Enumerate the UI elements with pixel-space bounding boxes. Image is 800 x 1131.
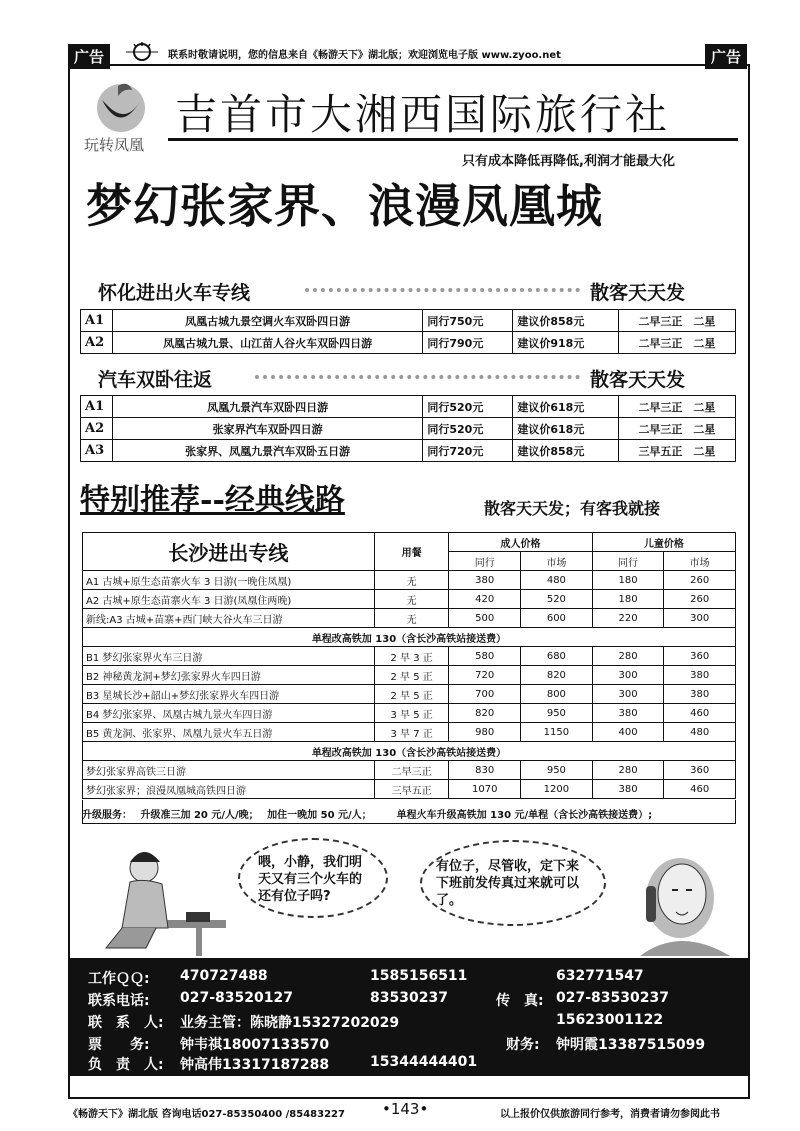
dialog-right-text: 有位子，尽管收，定下来下班前发传真过来就可以了。 (436, 859, 580, 908)
table-row (83, 609, 736, 628)
child-market-price: 260 (664, 590, 736, 609)
footer-right: 以上报价仅供旅游同行参考，消费者请勿参阅此书 (500, 1109, 720, 1120)
bus-section-title: 汽车双卧往返 (98, 369, 213, 391)
route-name: B2 神秘黄龙洞+梦幻张家界火车四日游 (83, 666, 375, 685)
fax-label: 传 真: (496, 993, 544, 1009)
child-peer-price: 380 (592, 704, 664, 723)
contact-person-phone: 15623001122 (556, 1012, 664, 1028)
page-number: •143• (382, 1100, 429, 1118)
route-name: B3 星城长沙+韶山+梦幻张家界火车四日游 (83, 685, 375, 704)
route-name: 张家界、凤凰九景汽车双卧五日游 (112, 440, 423, 462)
child-market-price: 300 (664, 609, 736, 628)
qq-3: 632771547 (556, 968, 644, 984)
peer-price: 同行750元 (423, 310, 513, 332)
dotted-leader (305, 288, 580, 292)
table-row (83, 666, 736, 685)
table-row (83, 590, 736, 609)
child-peer-price: 180 (592, 571, 664, 590)
footer-left: 《畅游天下》湖北版 咨询电话027-85350400 /85483227 (68, 1109, 345, 1120)
table-row (83, 647, 736, 666)
child-peer-price: 380 (592, 780, 664, 799)
route-code: A1 (81, 396, 113, 418)
adult-peer-price: 1070 (449, 780, 521, 799)
note-row (83, 742, 736, 761)
dotted-leader (255, 375, 580, 379)
contact-person-label: 联 系 人: (88, 1015, 164, 1031)
route-name: B4 梦幻张家界、凤凰古城九景火车四日游 (83, 704, 375, 723)
table-row (81, 310, 736, 332)
ticketing-label: 票 务: (88, 1037, 150, 1053)
peer-price: 同行790元 (423, 332, 513, 354)
meal-plan: 2 早 3 正 (374, 647, 449, 666)
fax-number: 027-83530237 (556, 990, 669, 1006)
child-market-price: 260 (664, 571, 736, 590)
child-market-header: 市场 (664, 552, 736, 571)
adult-market-price: 800 (521, 685, 593, 704)
child-market-price: 480 (664, 723, 736, 742)
finance-contact: 钟明霞13387515099 (556, 1037, 706, 1053)
table-row (81, 440, 736, 462)
source-notice: 联系时敬请说明，您的信息来自《畅游天下》湖北版；欢迎浏览电子版 www.zyoo.net (168, 50, 561, 61)
peer-price: 同行520元 (423, 418, 513, 440)
speech-bubble-right (420, 840, 606, 926)
meal-schedule: 二早三正 二星 (618, 310, 735, 332)
adult-market-price: 820 (521, 666, 593, 685)
phone-2: 83530237 (370, 990, 448, 1006)
phoenix-logo-icon (88, 78, 154, 138)
ad-label-left: 广告 (68, 44, 110, 69)
peer-price: 同行520元 (423, 396, 513, 418)
woman-on-phone-right-illustration (620, 846, 740, 956)
adult-market-price: 480 (521, 571, 593, 590)
route-name: 凤凰古城九景、山江苗人谷火车双卧四日游 (112, 332, 423, 354)
qq-label: 工作ＱＱ: (88, 971, 150, 987)
slogan: 只有成本降低再降低,利润才能最大化 (462, 154, 675, 169)
logo-caption: 玩转凤凰 (84, 136, 145, 154)
train-section-tag: 散客天天发 (590, 282, 686, 304)
bus-route-table (80, 395, 736, 462)
note-row (83, 628, 736, 647)
qq-1: 470727488 (180, 968, 268, 984)
meal-plan: 无 (374, 571, 449, 590)
meal-plan: 二早三正 (374, 761, 449, 780)
changsha-price-table (82, 532, 736, 799)
child-market-price: 360 (664, 761, 736, 780)
adult-peer-price: 700 (449, 685, 521, 704)
meal-plan: 无 (374, 609, 449, 628)
adult-market-price: 1150 (521, 723, 593, 742)
route-name: 梦幻张家界；浪漫凤凰城高铁四日游 (83, 780, 375, 799)
child-peer-header: 同行 (592, 552, 664, 571)
route-name: A2 古城+原生态苗寨火车 3 日游(凤凰住两晚) (83, 590, 375, 609)
child-market-price: 460 (664, 780, 736, 799)
child-market-price: 380 (664, 666, 736, 685)
table-row (83, 780, 736, 799)
table-row (83, 704, 736, 723)
highspeed-note: 单程改高铁加 130（含长沙高铁站接送费） (83, 628, 736, 647)
child-peer-price: 220 (592, 609, 664, 628)
train-section-title: 怀化进出火车专线 (98, 282, 251, 304)
child-peer-price: 400 (592, 723, 664, 742)
table-header-row (83, 533, 736, 552)
contact-block (68, 958, 750, 1076)
manager-contact: 钟高伟13317187288 (180, 1057, 330, 1073)
child-peer-price: 300 (592, 666, 664, 685)
headline: 梦幻张家界、浪漫凤凰城 (86, 179, 603, 233)
table-row (81, 418, 736, 440)
child-peer-price: 300 (592, 685, 664, 704)
route-name: B5 黄龙洞、张家界、凤凰九景火车五日游 (83, 723, 375, 742)
child-price-header: 儿童价格 (592, 533, 735, 552)
adult-market-price: 520 (521, 590, 593, 609)
meal-schedule: 二早三正 二星 (618, 396, 735, 418)
bus-section-tag: 散客天天发 (590, 369, 686, 391)
table-row (81, 332, 736, 354)
contact-person: 业务主管：陈晓静15327202029 (180, 1015, 400, 1031)
phone-label: 联系电话: (88, 993, 150, 1009)
manager-label: 负 责 人: (88, 1057, 164, 1073)
adult-market-header: 市场 (521, 552, 593, 571)
speech-bubble-left (238, 838, 388, 918)
route-name: 梦幻张家界高铁三日游 (83, 761, 375, 780)
upgrade-services: 升级服务： 升级准三加 20 元/人/晚； 加住一晚加 50 元/人； 单程火车升级高铁加 130 元/单程（含长沙高铁接送费）; (82, 810, 653, 821)
adult-market-price: 950 (521, 704, 593, 723)
woman-on-phone-left-illustration (86, 838, 236, 956)
table-row (83, 685, 736, 704)
qq-2: 1585156511 (370, 968, 468, 984)
phone-1: 027-83520127 (180, 990, 293, 1006)
adult-peer-price: 830 (449, 761, 521, 780)
suggested-price: 建议价618元 (513, 396, 619, 418)
table-row (81, 396, 736, 418)
adult-market-price: 1200 (521, 780, 593, 799)
table-row (83, 571, 736, 590)
meal-header: 用餐 (374, 533, 449, 571)
peer-price: 同行720元 (423, 440, 513, 462)
meal-plan: 无 (374, 590, 449, 609)
meal-plan: 2 早 5 正 (374, 666, 449, 685)
suggested-price: 建议价858元 (513, 310, 619, 332)
header-divider (168, 138, 738, 141)
magazine-logo-icon (122, 40, 162, 62)
child-market-price: 360 (664, 647, 736, 666)
child-market-price: 460 (664, 704, 736, 723)
highspeed-note: 单程改高铁加 130（含长沙高铁站接送费） (83, 742, 736, 761)
route-name: B1 梦幻张家界火车三日游 (83, 647, 375, 666)
special-title: 特别推荐--经典线路 (80, 483, 345, 518)
route-code: A1 (81, 310, 113, 332)
child-market-price: 380 (664, 685, 736, 704)
suggested-price: 建议价918元 (513, 332, 619, 354)
route-name: 张家界汽车双卧四日游 (112, 418, 423, 440)
adult-peer-price: 820 (449, 704, 521, 723)
table-row (83, 761, 736, 780)
adult-peer-price: 580 (449, 647, 521, 666)
adult-market-price: 680 (521, 647, 593, 666)
child-peer-price: 180 (592, 590, 664, 609)
meal-plan: 3 早 7 正 (374, 723, 449, 742)
meal-plan: 3 早 5 正 (374, 704, 449, 723)
manager-phone: 15344444401 (370, 1054, 478, 1070)
suggested-price: 建议价618元 (513, 418, 619, 440)
route-name: A1 古城+原生态苗寨火车 3 日游(一晚住凤凰) (83, 571, 375, 590)
meal-schedule: 二早三正 二星 (618, 332, 735, 354)
child-peer-price: 280 (592, 761, 664, 780)
agency-name: 吉首市大湘西国际旅行社 (175, 90, 671, 139)
route-code: A3 (81, 440, 113, 462)
adult-peer-price: 500 (449, 609, 521, 628)
train-route-table (80, 309, 736, 354)
route-name: 凤凰九景汽车双卧四日游 (112, 396, 423, 418)
adult-price-header: 成人价格 (449, 533, 592, 552)
adult-peer-price: 380 (449, 571, 521, 590)
meal-plan: 2 早 5 正 (374, 685, 449, 704)
route-code: A2 (81, 418, 113, 440)
meal-schedule: 二早三正 二星 (618, 418, 735, 440)
dialog-left-text: 喂，小静，我们明天又有三个火车的还有位子吗? (258, 855, 363, 904)
suggested-price: 建议价858元 (513, 440, 619, 462)
route-name: 新线:A3 古城+苗寨+西门峡大谷火车三日游 (83, 609, 375, 628)
adult-market-price: 950 (521, 761, 593, 780)
finance-label: 财务: (506, 1037, 540, 1053)
price-table-title: 长沙进出专线 (83, 533, 375, 571)
ticketing-contact: 钟韦祺18007133570 (180, 1037, 330, 1053)
route-code: A2 (81, 332, 113, 354)
ad-label-right: 广告 (705, 44, 747, 69)
table-row (83, 723, 736, 742)
adult-peer-price: 720 (449, 666, 521, 685)
meal-schedule: 三早五正 二星 (618, 440, 735, 462)
adult-market-price: 600 (521, 609, 593, 628)
meal-plan: 三早五正 (374, 780, 449, 799)
adult-peer-header: 同行 (449, 552, 521, 571)
special-subtitle: 散客天天发；有客我就接 (484, 499, 661, 518)
adult-peer-price: 420 (449, 590, 521, 609)
adult-peer-price: 980 (449, 723, 521, 742)
child-peer-price: 280 (592, 647, 664, 666)
route-name: 凤凰古城九景空调火车双卧四日游 (112, 310, 423, 332)
